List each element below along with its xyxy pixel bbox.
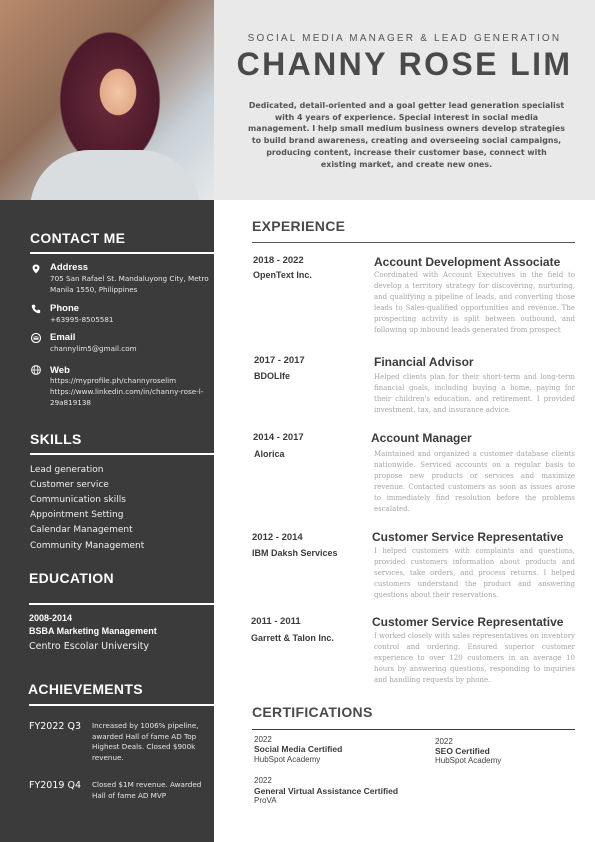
certifications-rule <box>252 729 575 730</box>
job-dates: 2011 - 2011 <box>251 616 301 627</box>
skill-item: Community Management <box>30 541 145 551</box>
job-company: Garrett & Talon Inc. <box>251 633 334 643</box>
contact-rule <box>30 252 214 254</box>
job-company: IBM Daksh Services <box>252 548 338 558</box>
cert-year: 2022 <box>435 737 453 746</box>
address-value: 705 San Rafael St. Mandaluyong City, Metro Manila 1550, Philippines <box>50 274 209 294</box>
achievement-text: Increased by 1006% pipeline, awarded Hall of fame AD Top Highest Deals. Closed $900k revenue. <box>92 721 199 762</box>
skill-item: Lead generation <box>30 465 104 475</box>
cert-org: HubSpot Academy <box>435 756 502 765</box>
address-label: Address <box>50 262 89 273</box>
job-role: Account Development Associate <box>374 255 561 269</box>
job-dates: 2012 - 2014 <box>252 532 303 543</box>
job-company: OpenText Inc. <box>253 270 312 280</box>
achievement-text: Closed $1M revenue. Awarded Hall of fame AD MVP <box>92 780 202 800</box>
job-role: Customer Service Representative <box>372 615 564 629</box>
profile-summary: Dedicated, detail-oriented and a goal getter lead generation specialist with 4 years of experience. Special interest in social media management. I help small medium business owners develop strategies to build brand awareness, creating and overseeing social campaigns, producing content, increase their customer base, connect with existing market, and create new ones. <box>248 101 565 169</box>
phone-label: Phone <box>50 303 80 314</box>
job-company: Alorica <box>254 449 285 459</box>
phone-icon <box>31 304 41 314</box>
education-title: EDUCATION <box>29 570 114 586</box>
job-description: I helped customers with complaints and questions, provided customers information about products and services, take orders, and process returns. I helped customers understand the product and answering questions about their reservations. <box>374 547 575 599</box>
contact-title: CONTACT ME <box>30 230 126 246</box>
education-degree: BSBA Marketing Management <box>29 626 157 636</box>
cert-org: ProVA <box>254 796 277 805</box>
achievement-period: FY2022 Q3 <box>29 721 81 732</box>
candidate-name: CHANNY ROSE LIM <box>236 46 573 82</box>
job-description: Maintained and organized a customer database clients nationwide. Serviced accounts on a regular basis to propose new products or services and maximize revenue. Contacted customers as soon as issues arose to immediately find resolution before the problems escalated. <box>374 450 575 513</box>
skill-item: Customer service <box>30 480 109 490</box>
job-role: Financial Advisor <box>374 355 474 369</box>
certifications-title: CERTIFICATIONS <box>252 704 373 720</box>
education-years: 2008-2014 <box>29 613 73 623</box>
cert-year: 2022 <box>254 735 272 744</box>
cert-org: HubSpot Academy <box>254 755 321 764</box>
achievements-rule <box>29 704 214 706</box>
cert-name: General Virtual Assistance Certified <box>254 786 399 796</box>
job-dates: 2017 - 2017 <box>254 355 305 366</box>
education-school: Centro Escolar University <box>29 641 150 652</box>
email-label: Email <box>50 332 76 343</box>
web-label: Web <box>50 365 70 376</box>
experience-title: EXPERIENCE <box>252 218 346 234</box>
job-subtitle: SOCIAL MEDIA MANAGER & LEAD GENERATION <box>247 33 562 44</box>
cert-name: SEO Certified <box>435 746 490 756</box>
web-link-myprofile[interactable]: https://myprofile.ph/channyroselim <box>50 376 177 385</box>
skill-item: Appointment Setting <box>30 510 124 520</box>
job-description: I worked closely with sales representatives on inventory control and ordering. Ensured superior customer experience to over 120 customers in an average 10 hours by answering questions, responding to inquiries and handling requests by phone. <box>374 632 575 684</box>
job-dates: 2018 - 2022 <box>253 255 304 266</box>
experience-rule <box>252 242 575 243</box>
globe-icon <box>31 365 41 375</box>
location-pin-icon <box>31 264 41 274</box>
phone-value: +63995-8505581 <box>50 315 114 324</box>
achievements-title: ACHIEVEMENTS <box>28 681 143 697</box>
skills-title: SKILLS <box>30 431 82 447</box>
job-company: BDOLIfe <box>254 371 290 381</box>
profile-photo <box>0 0 214 200</box>
job-description: Helped clients plan for their short-term and long-term financial goals, including buying a home, paying for their children's education, and retirement. I provided investment, tax, and insurance advice. <box>374 373 575 414</box>
web-link-linkedin[interactable]: https://www.linkedin.com/in/channy-rose-l-29a819138 <box>50 387 204 407</box>
job-role: Account Manager <box>371 431 472 445</box>
email-icon <box>31 333 41 343</box>
skill-item: Calendar Management <box>30 525 133 535</box>
skills-rule <box>30 453 214 455</box>
skill-item: Communication skills <box>30 495 126 505</box>
job-role: Customer Service Representative <box>372 530 564 544</box>
education-rule <box>29 603 214 605</box>
cert-year: 2022 <box>254 776 272 785</box>
email-value: channylim5@gmail.com <box>50 344 137 353</box>
cert-name: Social Media Certified <box>254 744 343 754</box>
job-description: Coordinated with Account Executives in the field to develop a territory strategy for discovering, nurturing, and qualifying a pipeline of leads, and converting those leads to Sales-qualified opportunities and revenue. The prospecting activity is split between outbound, and following up inbound leads generated from prospect <box>374 271 575 334</box>
job-dates: 2014 - 2017 <box>253 432 304 443</box>
achievement-period: FY2019 Q4 <box>29 780 81 791</box>
